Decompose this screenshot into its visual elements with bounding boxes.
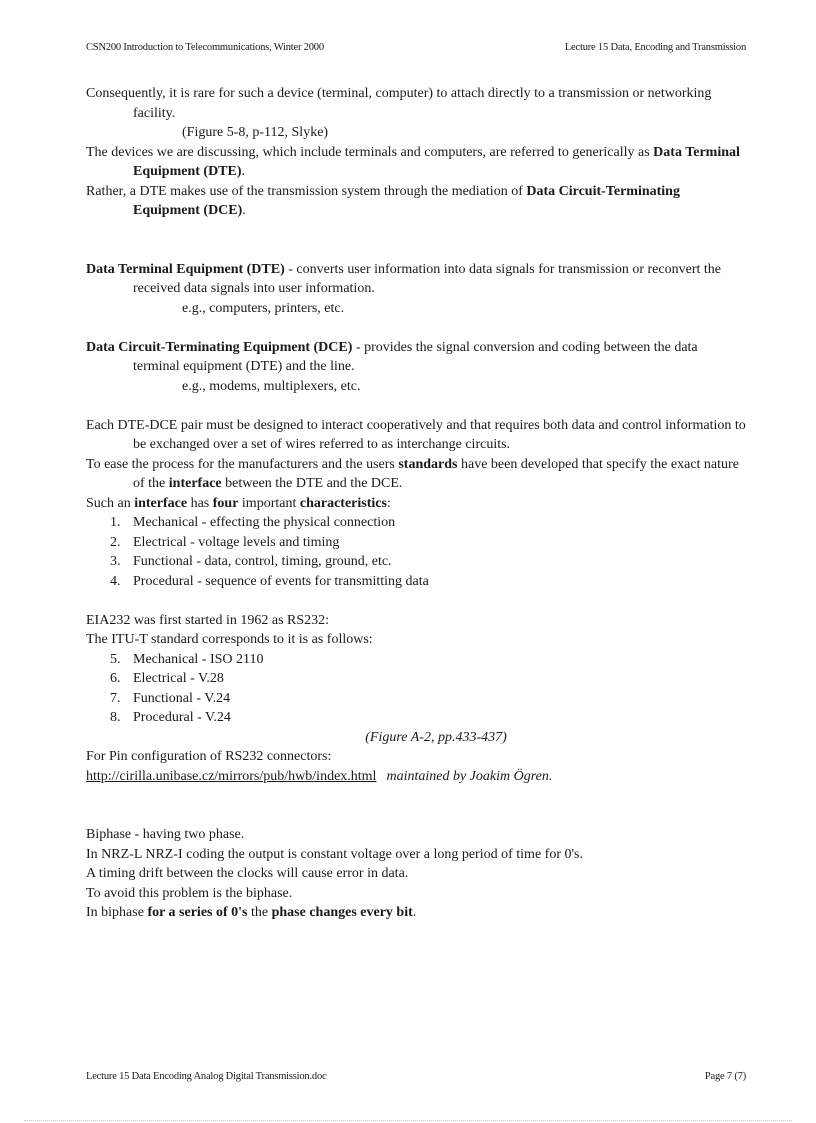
text-run: between the DTE and the DCE.: [221, 476, 403, 491]
paragraph-devices-text: The devices we are discussing, which include terminals and computers, are referred to generically as: [86, 144, 654, 160]
term-interface: interface: [134, 495, 188, 511]
definition-dte-example: e.g., computers, printers, etc.: [182, 300, 345, 316]
paragraph-rather: [86, 182, 746, 221]
list-item: [86, 669, 746, 689]
text-run: .: [412, 905, 417, 920]
text-run: have been developed that specify the exact nature of the: [133, 456, 739, 491]
list-item-text: Procedural - V.24: [133, 710, 231, 725]
text-run: has: [187, 495, 213, 511]
list-item-text: Procedural - sequence of events for transmitting data: [133, 573, 429, 589]
paragraph-standards: [86, 455, 746, 494]
text-run: In biphase: [86, 905, 148, 920]
paragraph-devices: [86, 143, 746, 182]
list-item: [86, 650, 746, 670]
definition-dte-text: - converts user information into data signals for transmission or reconvert the received data signals into user information.: [133, 261, 721, 296]
paragraph-eia232: EIA232 was first started in 1962 as RS232:: [86, 612, 330, 628]
term-dte: Data Terminal Equipment (DTE): [133, 144, 740, 179]
term-standards: standards: [398, 456, 458, 472]
definition-dce-text: - provides the signal conversion and coding between the data terminal equipment (DTE) and the line.: [133, 339, 698, 374]
list-item-text: Mechanical - ISO 2110: [133, 651, 264, 667]
text-run: the: [247, 905, 272, 920]
definition-dce-example: e.g., modems, multiplexers, etc.: [182, 378, 361, 394]
paragraph-biphase: Biphase - having two phase.: [86, 827, 245, 842]
footer-page-number: Page 7 (7): [704, 1071, 746, 1082]
definition-dte-term: Data Terminal Equipment (DTE): [86, 261, 285, 277]
definition-dce: [86, 338, 746, 377]
list-item-number: 1.: [110, 515, 121, 530]
list-item-number: 8.: [110, 710, 121, 725]
text-run: :: [386, 495, 391, 511]
paragraph-itu-t: The ITU-T standard corresponds to it is as follows:: [86, 632, 373, 647]
list-item: [86, 552, 746, 572]
term-phase-changes: phase changes every bit: [271, 905, 413, 920]
rs232-link[interactable]: http://cirilla.unibase.cz/mirrors/pub/hwb/index.html: [86, 768, 377, 784]
list-item-number: 4.: [110, 573, 121, 589]
list-item: [86, 513, 746, 533]
paragraph-dte-dce-pair: Each DTE-DCE pair must be designed to interact cooperatively and that requires both data and control information to be exchanged over a set of wires referred to as interchange circuits.: [86, 417, 746, 452]
itu-standards-list: [86, 650, 746, 728]
document-body: [86, 84, 746, 923]
term-dce: Data Circuit-Terminating Equipment (DCE): [133, 183, 680, 218]
term-characteristics: characteristics: [299, 495, 387, 511]
figure-reference-a-2: (Figure A-2, pp.433-437): [365, 729, 507, 745]
characteristics-list: [86, 513, 746, 591]
figure-reference-5-8: (Figure 5-8, p-112, Slyke): [182, 125, 329, 140]
header-course-title: CSN200 Introduction to Telecommunications, Winter 2000: [86, 42, 324, 53]
page-bottom-divider: [24, 1120, 792, 1121]
list-item: [86, 708, 746, 728]
text-run: Such an: [86, 495, 135, 511]
term-series-of-zeros: for a series of 0's: [147, 905, 248, 920]
list-item-number: 3.: [110, 554, 121, 569]
list-item: [86, 533, 746, 553]
punct: .: [241, 164, 246, 179]
term-interface: interface: [168, 476, 222, 491]
text-run: To ease the process for the manufacturers and the users: [86, 456, 399, 472]
paragraph-rather-text: Rather, a DTE makes use of the transmission system through the mediation of: [86, 183, 527, 199]
list-item-number: 6.: [110, 671, 121, 686]
text-run: important: [238, 495, 300, 511]
definition-dce-term: Data Circuit-Terminating Equipment (DCE): [86, 339, 353, 355]
paragraph-characteristics: [86, 494, 746, 514]
list-item: [86, 689, 746, 709]
paragraph-pin-configuration: For Pin configuration of RS232 connectors:: [86, 749, 332, 764]
maintained-by: maintained by Joakim Ögren.: [386, 768, 553, 784]
list-item-text: Electrical - V.28: [133, 671, 224, 686]
list-item-text: Mechanical - effecting the physical connection: [133, 515, 396, 530]
paragraph-timing-drift: A timing drift between the clocks will cause error in data.: [86, 866, 409, 881]
list-item-number: 2.: [110, 534, 121, 550]
footer-filename: Lecture 15 Data Encoding Analog Digital Transmission.doc: [86, 1071, 327, 1082]
definition-dte: [86, 260, 746, 299]
list-item-text: Electrical - voltage levels and timing: [133, 534, 340, 550]
link-line: [86, 767, 746, 787]
list-item-number: 7.: [110, 690, 121, 706]
list-item: [86, 572, 746, 592]
list-item-text: Functional - V.24: [133, 690, 231, 706]
header-lecture-title: Lecture 15 Data, Encoding and Transmission: [564, 42, 746, 53]
list-item-number: 5.: [110, 651, 121, 667]
list-item-text: Functional - data, control, timing, ground, etc.: [133, 554, 392, 569]
paragraph-nrz: In NRZ-L NRZ-I coding the output is constant voltage over a long period of time for 0's.: [86, 846, 583, 862]
term-four: four: [212, 495, 239, 511]
paragraph-consequently: Consequently, it is rare for such a device (terminal, computer) to attach directly to a transmission or networking facility.: [86, 86, 712, 121]
punct: .: [242, 203, 246, 218]
paragraph-avoid-problem: To avoid this problem is the biphase.: [86, 885, 293, 901]
paragraph-biphase-phase: [86, 903, 746, 923]
